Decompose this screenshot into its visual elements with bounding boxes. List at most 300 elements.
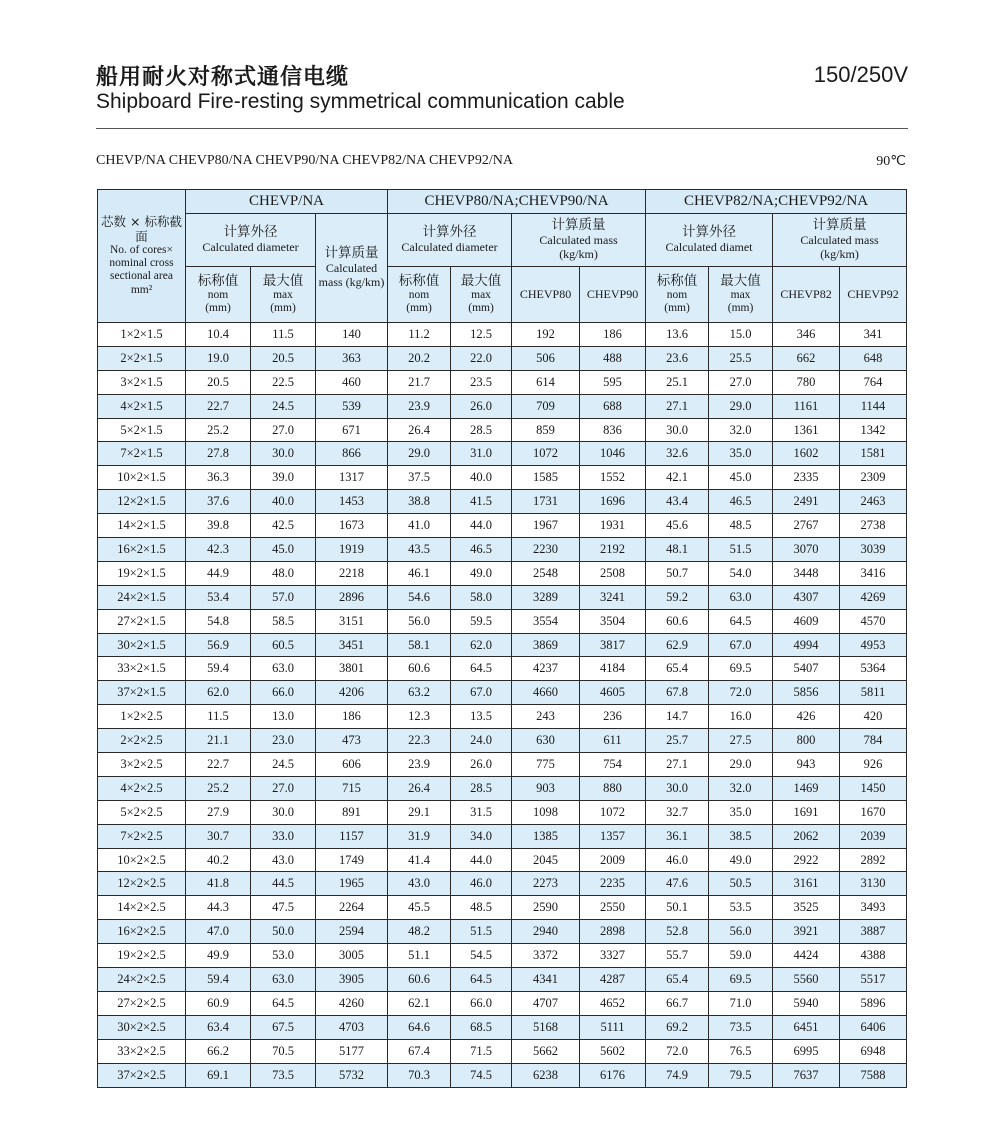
value-cell: 27.5 bbox=[709, 729, 773, 753]
value-cell: 3039 bbox=[840, 538, 907, 562]
value-cell: 6406 bbox=[840, 1015, 907, 1039]
table-row bbox=[98, 561, 907, 585]
value-cell: 31.5 bbox=[451, 800, 512, 824]
value-cell: 2009 bbox=[580, 848, 646, 872]
size-cell: 27×2×2.5 bbox=[98, 991, 186, 1015]
size-cell: 7×2×2.5 bbox=[98, 824, 186, 848]
value-cell: 5168 bbox=[512, 1015, 580, 1039]
value-cell: 46.1 bbox=[388, 561, 451, 585]
value-cell: 70.5 bbox=[251, 1039, 316, 1063]
col-header-chevp90 bbox=[580, 267, 646, 323]
value-cell: 2896 bbox=[316, 585, 388, 609]
value-cell: 41.5 bbox=[451, 490, 512, 514]
value-cell: 3921 bbox=[773, 920, 840, 944]
value-cell: 7637 bbox=[773, 1063, 840, 1087]
voltage-rating: 150/250V bbox=[813, 62, 908, 87]
value-cell: 62.1 bbox=[388, 991, 451, 1015]
size-cell: 14×2×1.5 bbox=[98, 514, 186, 538]
value-cell: 53.4 bbox=[186, 585, 251, 609]
value-cell: 23.6 bbox=[646, 346, 709, 370]
table-row bbox=[98, 968, 907, 992]
value-cell: 1453 bbox=[316, 490, 388, 514]
value-cell: 42.1 bbox=[646, 466, 709, 490]
corner-header bbox=[98, 190, 186, 323]
value-cell: 32.0 bbox=[709, 776, 773, 800]
value-cell: 64.5 bbox=[451, 968, 512, 992]
value-cell: 1602 bbox=[773, 442, 840, 466]
nom-en: nom bbox=[207, 289, 229, 302]
value-cell: 51.1 bbox=[388, 944, 451, 968]
value-cell: 66.2 bbox=[186, 1039, 251, 1063]
value-cell: 21.7 bbox=[388, 370, 451, 394]
value-cell: 46.0 bbox=[646, 848, 709, 872]
value-cell: 1385 bbox=[512, 824, 580, 848]
value-cell: 72.0 bbox=[646, 1039, 709, 1063]
value-cell: 25.1 bbox=[646, 370, 709, 394]
table-row bbox=[98, 490, 907, 514]
max-header bbox=[709, 267, 773, 323]
value-cell: 2594 bbox=[316, 920, 388, 944]
value-cell: 4260 bbox=[316, 991, 388, 1015]
value-cell: 69.1 bbox=[186, 1063, 251, 1087]
value-cell: 7588 bbox=[840, 1063, 907, 1087]
value-cell: 2590 bbox=[512, 896, 580, 920]
size-cell: 30×2×2.5 bbox=[98, 1015, 186, 1039]
value-cell: 49.0 bbox=[451, 561, 512, 585]
value-cell: 1581 bbox=[840, 442, 907, 466]
value-cell: 56.0 bbox=[388, 609, 451, 633]
value-cell: 28.5 bbox=[451, 418, 512, 442]
value-cell: 33.0 bbox=[251, 824, 316, 848]
value-cell: 460 bbox=[316, 370, 388, 394]
value-cell: 186 bbox=[580, 323, 646, 347]
value-cell: 22.7 bbox=[186, 753, 251, 777]
value-cell: 4269 bbox=[840, 585, 907, 609]
value-cell: 1931 bbox=[580, 514, 646, 538]
value-cell: 40.0 bbox=[251, 490, 316, 514]
value-cell: 891 bbox=[316, 800, 388, 824]
table-row bbox=[98, 1039, 907, 1063]
value-cell: 3161 bbox=[773, 872, 840, 896]
unit-mm: (mm) bbox=[406, 302, 432, 315]
value-cell: 30.0 bbox=[646, 418, 709, 442]
size-cell: 16×2×1.5 bbox=[98, 538, 186, 562]
value-cell: 3241 bbox=[580, 585, 646, 609]
value-cell: 66.7 bbox=[646, 991, 709, 1015]
size-cell: 14×2×2.5 bbox=[98, 896, 186, 920]
diameter-cn: 计算外径 bbox=[682, 224, 737, 241]
size-cell: 10×2×1.5 bbox=[98, 466, 186, 490]
value-cell: 926 bbox=[840, 753, 907, 777]
value-cell: 4652 bbox=[580, 991, 646, 1015]
size-cell: 37×2×1.5 bbox=[98, 681, 186, 705]
value-cell: 21.1 bbox=[186, 729, 251, 753]
value-cell: 1161 bbox=[773, 394, 840, 418]
value-cell: 859 bbox=[512, 418, 580, 442]
size-cell: 5×2×1.5 bbox=[98, 418, 186, 442]
header-divider bbox=[96, 128, 908, 129]
value-cell: 44.0 bbox=[451, 514, 512, 538]
value-cell: 4707 bbox=[512, 991, 580, 1015]
max-cn: 最大值 bbox=[460, 272, 502, 289]
unit-mm: (mm) bbox=[270, 302, 296, 315]
value-cell: 2192 bbox=[580, 538, 646, 562]
value-cell: 69.2 bbox=[646, 1015, 709, 1039]
value-cell: 54.6 bbox=[388, 585, 451, 609]
nom-header bbox=[186, 267, 251, 323]
size-cell: 3×2×2.5 bbox=[98, 753, 186, 777]
value-cell: 27.0 bbox=[251, 418, 316, 442]
value-cell: 12.5 bbox=[451, 323, 512, 347]
value-cell: 44.5 bbox=[251, 872, 316, 896]
diameter-header-2 bbox=[388, 214, 512, 267]
value-cell: 68.5 bbox=[451, 1015, 512, 1039]
max-cn: 最大值 bbox=[262, 272, 304, 289]
value-cell: 2738 bbox=[840, 514, 907, 538]
size-cell: 3×2×1.5 bbox=[98, 370, 186, 394]
value-cell: 26.4 bbox=[388, 418, 451, 442]
table-row bbox=[98, 753, 907, 777]
value-cell: 45.5 bbox=[388, 896, 451, 920]
diameter-header-3 bbox=[646, 214, 773, 267]
value-cell: 3327 bbox=[580, 944, 646, 968]
value-cell: 6948 bbox=[840, 1039, 907, 1063]
unit-mm: (mm) bbox=[727, 302, 754, 315]
mass-cn: 计算质量 bbox=[324, 245, 379, 262]
value-cell: 54.8 bbox=[186, 609, 251, 633]
value-cell: 27.1 bbox=[646, 394, 709, 418]
value-cell: 24.5 bbox=[251, 394, 316, 418]
value-cell: 2767 bbox=[773, 514, 840, 538]
value-cell: 1469 bbox=[773, 776, 840, 800]
table-row bbox=[98, 538, 907, 562]
value-cell: 60.6 bbox=[388, 657, 451, 681]
value-cell: 42.3 bbox=[186, 538, 251, 562]
mass-header-3 bbox=[773, 214, 907, 267]
value-cell: 30.7 bbox=[186, 824, 251, 848]
col-header-chevp80 bbox=[512, 267, 580, 323]
value-cell: 63.4 bbox=[186, 1015, 251, 1039]
value-cell: 62.0 bbox=[186, 681, 251, 705]
value-cell: 20.2 bbox=[388, 346, 451, 370]
col-label: CHEVP92 bbox=[847, 286, 899, 301]
value-cell: 1552 bbox=[580, 466, 646, 490]
value-cell: 2548 bbox=[512, 561, 580, 585]
table-row bbox=[98, 729, 907, 753]
value-cell: 4609 bbox=[773, 609, 840, 633]
value-cell: 140 bbox=[316, 323, 388, 347]
value-cell: 5896 bbox=[840, 991, 907, 1015]
value-cell: 1585 bbox=[512, 466, 580, 490]
mass-header-2 bbox=[512, 214, 646, 267]
value-cell: 63.0 bbox=[251, 968, 316, 992]
value-cell: 20.5 bbox=[186, 370, 251, 394]
table-row bbox=[98, 800, 907, 824]
value-cell: 2550 bbox=[580, 896, 646, 920]
table-row bbox=[98, 609, 907, 633]
diameter-en: Calculated diameter bbox=[401, 239, 498, 254]
nom-header bbox=[646, 267, 709, 323]
max-header bbox=[251, 267, 316, 323]
value-cell: 709 bbox=[512, 394, 580, 418]
value-cell: 1361 bbox=[773, 418, 840, 442]
value-cell: 35.0 bbox=[709, 800, 773, 824]
value-cell: 473 bbox=[316, 729, 388, 753]
value-cell: 25.5 bbox=[709, 346, 773, 370]
value-cell: 34.0 bbox=[451, 824, 512, 848]
value-cell: 38.8 bbox=[388, 490, 451, 514]
value-cell: 40.2 bbox=[186, 848, 251, 872]
value-cell: 64.6 bbox=[388, 1015, 451, 1039]
table-row bbox=[98, 872, 907, 896]
value-cell: 4287 bbox=[580, 968, 646, 992]
size-cell: 30×2×1.5 bbox=[98, 633, 186, 657]
table-row bbox=[98, 442, 907, 466]
group-header-chevp80-90: CHEVP80/NA;CHEVP90/NA bbox=[388, 190, 646, 214]
mass-unit: (kg/km) bbox=[820, 246, 859, 261]
value-cell: 59.4 bbox=[186, 657, 251, 681]
value-cell: 64.5 bbox=[451, 657, 512, 681]
diameter-cn: 计算外径 bbox=[422, 224, 477, 241]
value-cell: 43.5 bbox=[388, 538, 451, 562]
value-cell: 58.1 bbox=[388, 633, 451, 657]
value-cell: 44.3 bbox=[186, 896, 251, 920]
value-cell: 1072 bbox=[512, 442, 580, 466]
value-cell: 46.0 bbox=[451, 872, 512, 896]
value-cell: 4605 bbox=[580, 681, 646, 705]
value-cell: 3504 bbox=[580, 609, 646, 633]
value-cell: 30.0 bbox=[251, 442, 316, 466]
value-cell: 775 bbox=[512, 753, 580, 777]
value-cell: 29.0 bbox=[388, 442, 451, 466]
value-cell: 3525 bbox=[773, 896, 840, 920]
diameter-en: Calculated diamet bbox=[665, 239, 753, 254]
value-cell: 52.8 bbox=[646, 920, 709, 944]
size-cell: 1×2×2.5 bbox=[98, 705, 186, 729]
group-header-chevp: CHEVP/NA bbox=[186, 190, 388, 214]
value-cell: 39.0 bbox=[251, 466, 316, 490]
value-cell: 54.0 bbox=[709, 561, 773, 585]
table-row bbox=[98, 824, 907, 848]
value-cell: 23.0 bbox=[251, 729, 316, 753]
value-cell: 65.4 bbox=[646, 968, 709, 992]
value-cell: 74.9 bbox=[646, 1063, 709, 1087]
value-cell: 866 bbox=[316, 442, 388, 466]
table-row bbox=[98, 514, 907, 538]
value-cell: 1965 bbox=[316, 872, 388, 896]
value-cell: 58.5 bbox=[251, 609, 316, 633]
value-cell: 51.5 bbox=[709, 538, 773, 562]
value-cell: 780 bbox=[773, 370, 840, 394]
value-cell: 3416 bbox=[840, 561, 907, 585]
value-cell: 4570 bbox=[840, 609, 907, 633]
value-cell: 66.0 bbox=[451, 991, 512, 1015]
value-cell: 48.5 bbox=[451, 896, 512, 920]
value-cell: 59.2 bbox=[646, 585, 709, 609]
unit-mm: (mm) bbox=[205, 302, 231, 315]
size-cell: 1×2×1.5 bbox=[98, 323, 186, 347]
value-cell: 27.9 bbox=[186, 800, 251, 824]
value-cell: 53.5 bbox=[709, 896, 773, 920]
value-cell: 2235 bbox=[580, 872, 646, 896]
value-cell: 3554 bbox=[512, 609, 580, 633]
table-row bbox=[98, 848, 907, 872]
value-cell: 5940 bbox=[773, 991, 840, 1015]
value-cell: 1673 bbox=[316, 514, 388, 538]
table-row bbox=[98, 944, 907, 968]
corner-unit: mm² bbox=[130, 283, 153, 296]
size-cell: 12×2×1.5 bbox=[98, 490, 186, 514]
value-cell: 4184 bbox=[580, 657, 646, 681]
value-cell: 3817 bbox=[580, 633, 646, 657]
temperature-rating: 90℃ bbox=[876, 154, 906, 169]
value-cell: 943 bbox=[773, 753, 840, 777]
value-cell: 2045 bbox=[512, 848, 580, 872]
value-cell: 630 bbox=[512, 729, 580, 753]
value-cell: 3070 bbox=[773, 538, 840, 562]
value-cell: 62.0 bbox=[451, 633, 512, 657]
value-cell: 14.7 bbox=[646, 705, 709, 729]
value-cell: 1919 bbox=[316, 538, 388, 562]
col-label: CHEVP82 bbox=[780, 286, 832, 301]
value-cell: 12.3 bbox=[388, 705, 451, 729]
value-cell: 764 bbox=[840, 370, 907, 394]
value-cell: 64.5 bbox=[709, 609, 773, 633]
mass-en: Calculated mass bbox=[800, 232, 879, 247]
value-cell: 2491 bbox=[773, 490, 840, 514]
value-cell: 3869 bbox=[512, 633, 580, 657]
value-cell: 65.4 bbox=[646, 657, 709, 681]
mass-cn: 计算质量 bbox=[551, 217, 606, 234]
size-cell: 16×2×2.5 bbox=[98, 920, 186, 944]
value-cell: 595 bbox=[580, 370, 646, 394]
value-cell: 662 bbox=[773, 346, 840, 370]
value-cell: 2508 bbox=[580, 561, 646, 585]
spec-table bbox=[97, 189, 907, 1088]
mass-en: Calculated mass bbox=[539, 232, 618, 247]
value-cell: 2335 bbox=[773, 466, 840, 490]
value-cell: 26.0 bbox=[451, 753, 512, 777]
diameter-en: Calculated diameter bbox=[202, 239, 299, 254]
value-cell: 1046 bbox=[580, 442, 646, 466]
value-cell: 41.4 bbox=[388, 848, 451, 872]
corner-en: No. of cores× nominal cross sectional area bbox=[109, 243, 174, 283]
value-cell: 2230 bbox=[512, 538, 580, 562]
value-cell: 43.0 bbox=[251, 848, 316, 872]
value-cell: 1098 bbox=[512, 800, 580, 824]
value-cell: 2898 bbox=[580, 920, 646, 944]
size-cell: 12×2×2.5 bbox=[98, 872, 186, 896]
value-cell: 63.0 bbox=[709, 585, 773, 609]
value-cell: 3493 bbox=[840, 896, 907, 920]
value-cell: 47.6 bbox=[646, 872, 709, 896]
value-cell: 3448 bbox=[773, 561, 840, 585]
value-cell: 46.5 bbox=[451, 538, 512, 562]
value-cell: 46.5 bbox=[709, 490, 773, 514]
value-cell: 25.2 bbox=[186, 418, 251, 442]
value-cell: 25.7 bbox=[646, 729, 709, 753]
value-cell: 47.0 bbox=[186, 920, 251, 944]
size-cell: 33×2×2.5 bbox=[98, 1039, 186, 1063]
value-cell: 1317 bbox=[316, 466, 388, 490]
value-cell: 3451 bbox=[316, 633, 388, 657]
value-cell: 606 bbox=[316, 753, 388, 777]
value-cell: 37.5 bbox=[388, 466, 451, 490]
value-cell: 67.4 bbox=[388, 1039, 451, 1063]
value-cell: 341 bbox=[840, 323, 907, 347]
value-cell: 49.0 bbox=[709, 848, 773, 872]
value-cell: 3151 bbox=[316, 609, 388, 633]
value-cell: 4953 bbox=[840, 633, 907, 657]
table-row bbox=[98, 346, 907, 370]
value-cell: 35.0 bbox=[709, 442, 773, 466]
value-cell: 53.0 bbox=[251, 944, 316, 968]
value-cell: 11.5 bbox=[186, 705, 251, 729]
value-cell: 62.9 bbox=[646, 633, 709, 657]
max-cn: 最大值 bbox=[720, 272, 761, 289]
value-cell: 45.0 bbox=[709, 466, 773, 490]
value-cell: 688 bbox=[580, 394, 646, 418]
value-cell: 67.8 bbox=[646, 681, 709, 705]
value-cell: 60.9 bbox=[186, 991, 251, 1015]
value-cell: 38.5 bbox=[709, 824, 773, 848]
table-row bbox=[98, 776, 907, 800]
size-cell: 2×2×2.5 bbox=[98, 729, 186, 753]
value-cell: 4994 bbox=[773, 633, 840, 657]
value-cell: 13.5 bbox=[451, 705, 512, 729]
value-cell: 11.5 bbox=[251, 323, 316, 347]
table-row bbox=[98, 370, 907, 394]
table-row bbox=[98, 466, 907, 490]
value-cell: 880 bbox=[580, 776, 646, 800]
table-row bbox=[98, 585, 907, 609]
value-cell: 16.0 bbox=[709, 705, 773, 729]
value-cell: 70.3 bbox=[388, 1063, 451, 1087]
value-cell: 22.0 bbox=[451, 346, 512, 370]
mass-cn: 计算质量 bbox=[812, 217, 867, 234]
value-cell: 11.2 bbox=[388, 323, 451, 347]
value-cell: 1342 bbox=[840, 418, 907, 442]
value-cell: 60.6 bbox=[646, 609, 709, 633]
value-cell: 59.0 bbox=[709, 944, 773, 968]
table-row bbox=[98, 418, 907, 442]
value-cell: 4206 bbox=[316, 681, 388, 705]
value-cell: 25.2 bbox=[186, 776, 251, 800]
value-cell: 5364 bbox=[840, 657, 907, 681]
value-cell: 2218 bbox=[316, 561, 388, 585]
value-cell: 28.5 bbox=[451, 776, 512, 800]
nom-cn: 标称值 bbox=[656, 272, 698, 289]
table-row bbox=[98, 920, 907, 944]
value-cell: 45.6 bbox=[646, 514, 709, 538]
value-cell: 26.0 bbox=[451, 394, 512, 418]
table-row bbox=[98, 681, 907, 705]
value-cell: 30.0 bbox=[251, 800, 316, 824]
value-cell: 2062 bbox=[773, 824, 840, 848]
max-en: max bbox=[471, 289, 491, 302]
value-cell: 3289 bbox=[512, 585, 580, 609]
mass-unit: (kg/km) bbox=[559, 246, 598, 261]
value-cell: 48.1 bbox=[646, 538, 709, 562]
value-cell: 71.5 bbox=[451, 1039, 512, 1063]
size-cell: 27×2×1.5 bbox=[98, 609, 186, 633]
unit-mm: (mm) bbox=[664, 302, 690, 315]
value-cell: 5811 bbox=[840, 681, 907, 705]
value-cell: 67.0 bbox=[451, 681, 512, 705]
value-cell: 32.0 bbox=[709, 418, 773, 442]
value-cell: 1967 bbox=[512, 514, 580, 538]
value-cell: 23.9 bbox=[388, 394, 451, 418]
